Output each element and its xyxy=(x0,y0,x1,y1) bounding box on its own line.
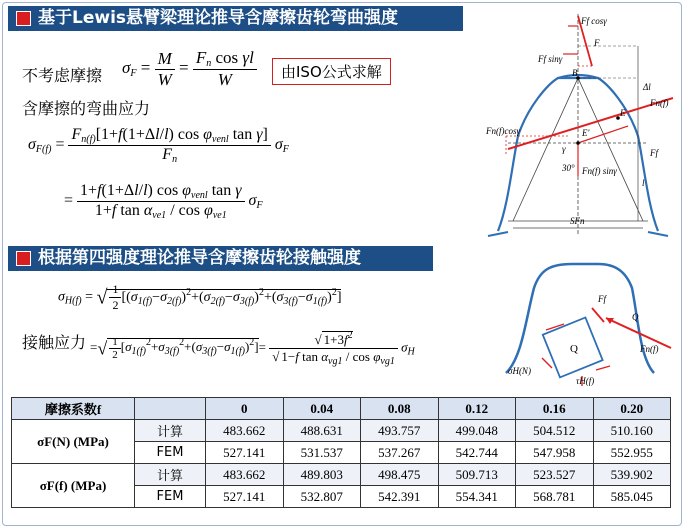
label-ff: Ff xyxy=(650,148,658,158)
label-q: Q xyxy=(632,312,639,322)
label-b: B xyxy=(572,68,578,78)
banner-title-contact: 根据第四强度理论推导含摩擦齿轮接触强度 xyxy=(38,248,361,268)
header-col-5: 0.20 xyxy=(593,398,671,420)
header-friction-coeff: 摩擦系数f xyxy=(12,398,135,420)
label-e: E xyxy=(620,108,626,118)
table-cell: 499.048 xyxy=(438,420,516,442)
formula-sigma-ff-line2: = $\frac{1+f(1+\Delta l/l) \cos \varphi_{venl} \tan \gamma}{1+f \tan \alpha_{ve1} / \cos \varphi_{ve1}}$ $\sigma_F$ xyxy=(64,182,263,221)
formula-sigma-ff-line1: $\sigma_{F(f)}$ = $\frac{F_{n(f)}[1+f(1+\Delta l/l) \cos \varphi_{venl} \tan \gamma]}{F_n}$ $\sigma_F$ xyxy=(28,126,289,165)
label-tau-hf: τH(f) xyxy=(576,376,595,386)
table-cell: 537.267 xyxy=(361,442,439,464)
table-cell: 539.902 xyxy=(593,464,671,486)
friction-results-table xyxy=(11,397,671,508)
header-col-1: 0.04 xyxy=(283,398,361,420)
label-ff-2: Ff xyxy=(598,294,606,304)
label-fnf-sin: Fn(f) sinγ xyxy=(582,166,617,176)
formula-sigma-h-line2: =√ $\frac{1}{2}$ $[\sigma_{1(f)}^2+\sigma_{3(f)}^2+(\sigma_{3(f)}-\sigma_{1(f)})^2]=$ $\frac{√ 1+3f^2}{√ 1-f \tan \alpha_{vg1} / \cos \varphi_{vg1}}$ $\sigma_H$ xyxy=(90,330,415,367)
table-cell: 483.662 xyxy=(206,464,284,486)
label-sigma-hn: σH(N) xyxy=(508,366,531,376)
label-e-prime: E' xyxy=(582,128,590,138)
label-contact-stress: 接触应力 xyxy=(22,333,87,352)
table-cell: 527.141 xyxy=(206,486,284,508)
table-cell: 554.341 xyxy=(438,486,516,508)
table-cell: 504.512 xyxy=(516,420,594,442)
table-cell: 585.045 xyxy=(593,486,671,508)
row-symbol-sigma-fn: σF(N) (MPa) xyxy=(12,420,135,464)
label-fnf-2: Fn(f) xyxy=(640,344,659,354)
header-col-3: 0.12 xyxy=(438,398,516,420)
label-sfn: SFn xyxy=(570,216,585,226)
table-header-row xyxy=(12,398,671,420)
table-cell: 552.955 xyxy=(593,442,671,464)
formula-sigma-f: $\sigma_F$ = $\frac{M}{W}$ = $\frac{F_n \cos \gamma l}{W}$ xyxy=(122,48,257,90)
table-cell: 568.781 xyxy=(516,486,594,508)
label-delta-l: Δl xyxy=(643,82,651,92)
bullet-square-icon xyxy=(16,11,31,26)
label-no-friction: 不考虑摩擦 xyxy=(22,66,103,85)
header-col-4: 0.16 xyxy=(516,398,594,420)
table-cell: 532.807 xyxy=(283,486,361,508)
label-f: F xyxy=(594,38,600,48)
label-fnf-cos: Fn(f)cosγ xyxy=(486,126,521,136)
bullet-square-icon xyxy=(16,251,31,266)
table-cell: 488.631 xyxy=(283,420,361,442)
header-col-2: 0.08 xyxy=(361,398,439,420)
label-fnf: Fn(f) xyxy=(650,98,669,108)
table-cell: 547.958 xyxy=(516,442,594,464)
table-cell: 542.391 xyxy=(361,486,439,508)
formula-sigma-h-line1: $\sigma_{H(f)}$ = √ $\frac{1}{2}$ $[(\sigma_{1(f)}-\sigma_{2(f)})^2+(\sigma_{2(f)}-\sigma_{3(f)})^2+(\sigma_{3(f)}-\sigma_{1(f)})^2]$ xyxy=(58,282,342,312)
table-cell: 510.160 xyxy=(593,420,671,442)
table-row xyxy=(12,464,671,486)
label-gamma: γ xyxy=(562,144,566,154)
label-ff-sin: Ff sinγ xyxy=(538,54,563,64)
row-label: 计算 xyxy=(135,420,206,442)
row-label: 计算 xyxy=(135,464,206,486)
label-with-friction-bending: 含摩擦的弯曲应力 xyxy=(22,99,151,118)
header-blank xyxy=(135,398,206,420)
table-cell: 523.527 xyxy=(516,464,594,486)
label-ff-cos: Ff cosγ xyxy=(581,16,607,26)
table-cell: 493.757 xyxy=(361,420,439,442)
table-cell: 531.537 xyxy=(283,442,361,464)
row-label: FEM xyxy=(135,442,206,464)
label-30deg: 30° xyxy=(562,163,575,173)
banner-title-bending: 基于Lewis悬臂梁理论推导含摩擦齿轮弯曲强度 xyxy=(38,8,399,28)
table-cell: 509.713 xyxy=(438,464,516,486)
table-cell: 498.475 xyxy=(361,464,439,486)
table-cell: 483.662 xyxy=(206,420,284,442)
header-col-0: 0 xyxy=(206,398,284,420)
tooth-bending-diagram xyxy=(478,6,678,246)
table-cell: 489.803 xyxy=(283,464,361,486)
table-cell: 542.744 xyxy=(438,442,516,464)
section-banner-contact xyxy=(8,246,433,271)
section-banner-bending xyxy=(8,6,463,31)
table-cell: 527.141 xyxy=(206,442,284,464)
table-row xyxy=(12,420,671,442)
row-label: FEM xyxy=(135,486,206,508)
iso-note-box: 由ISO公式求解 xyxy=(272,58,391,85)
label-q-center: Q xyxy=(570,343,578,355)
contact-stress-diagram xyxy=(486,258,676,388)
label-l: l xyxy=(642,178,645,188)
row-symbol-sigma-ff: σF(f) (MPa) xyxy=(12,464,135,508)
